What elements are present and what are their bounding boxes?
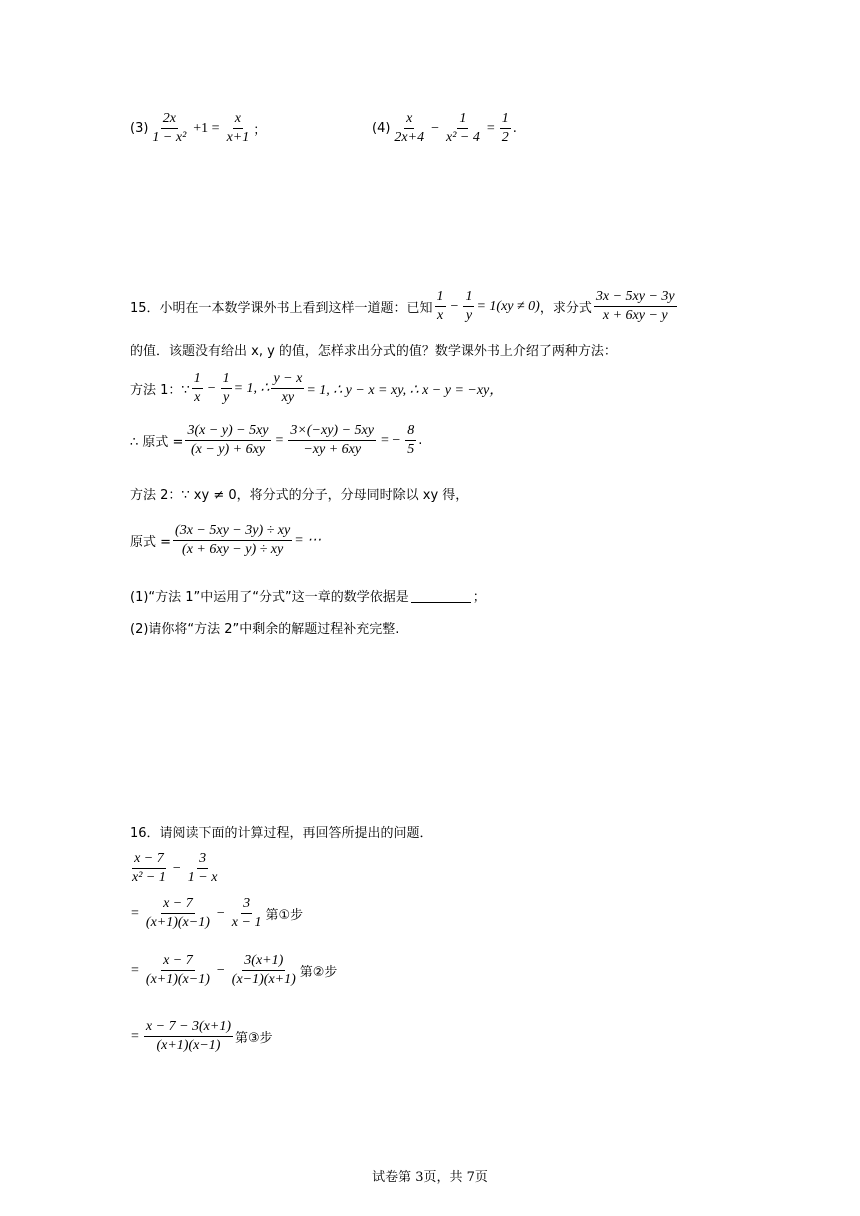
operator: − [216, 905, 225, 921]
numerator: (3x − 5xy − 3y) ÷ xy [173, 522, 292, 541]
operator: = [275, 432, 284, 448]
answer-blank[interactable] [411, 588, 471, 603]
denominator: (x+1)(x−1) [156, 1038, 221, 1053]
denominator: (x+1)(x−1) [145, 915, 210, 930]
numerator: 3(x+1) [242, 952, 285, 971]
problem-4 [372, 110, 517, 147]
step-label: 第②步 [299, 965, 338, 980]
result-label: ∴ 原式 = [130, 435, 184, 450]
subquestion-1 [130, 586, 486, 605]
page-footer: 试卷第 3页，共 7页 [372, 1170, 488, 1185]
denominator: (x − y) + 6xy [190, 442, 266, 457]
denominator: (x−1)(x+1) [231, 972, 296, 987]
numerator: 3(x − y) − 5xy [185, 422, 270, 441]
step-label: 第③步 [235, 1031, 273, 1046]
subquestion-1-text: (1)“方法 1”中运用了“分式”这一章的数学依据是 [130, 590, 409, 605]
problem-4-label: (4) [372, 121, 391, 136]
fraction [144, 952, 212, 989]
operator: − [172, 860, 181, 876]
fraction [186, 850, 220, 887]
denominator: y [465, 308, 473, 323]
operator: = [131, 962, 139, 978]
method1-label: 方法 1：∵ [130, 383, 190, 398]
numerator: 1 [435, 288, 446, 307]
numerator: 1 [500, 110, 511, 129]
fraction [230, 952, 298, 989]
fraction [271, 370, 304, 407]
fraction [144, 895, 212, 932]
fraction [221, 370, 232, 407]
fraction [173, 522, 292, 559]
q16-step-3 [128, 1018, 273, 1055]
problem-3 [130, 110, 266, 147]
fraction [500, 110, 511, 147]
numerator: x [404, 110, 414, 129]
numerator: 3x − 5xy − 3y [594, 288, 677, 307]
numerator: x − 7 [161, 895, 195, 914]
operator: − [431, 120, 439, 136]
numerator: x [233, 110, 243, 129]
numerator: 3 [197, 850, 208, 869]
method1-line [130, 370, 503, 407]
operator: +1 = [193, 120, 220, 136]
fraction [150, 110, 188, 147]
numerator: 1 [221, 370, 232, 389]
operator: = [131, 905, 139, 921]
operator: − [207, 380, 216, 396]
fraction [230, 895, 264, 932]
denominator: x − 1 [231, 915, 262, 930]
fraction [225, 110, 252, 147]
q16-step-2 [128, 952, 337, 989]
denominator: 1 − x [187, 870, 218, 885]
expression: = 1, ∴ [233, 381, 270, 396]
numerator: 1 [192, 370, 203, 389]
fraction [185, 422, 270, 459]
denominator: xy [281, 390, 295, 405]
original-label: 原式 = [130, 535, 172, 550]
punctuation: . [418, 433, 423, 448]
q15-intro-line [130, 288, 679, 325]
numerator: 2x [161, 110, 178, 129]
problem-3-label: (3) [130, 121, 149, 136]
numerator: 3×(−xy) − 5xy [288, 422, 376, 441]
fraction [463, 288, 474, 325]
denominator: x [436, 308, 444, 323]
denominator: x + 6xy − y [602, 308, 668, 323]
step-label: 第①步 [265, 908, 304, 923]
operator: − [450, 298, 459, 314]
denominator: 5 [407, 442, 415, 457]
numerator: 8 [405, 422, 416, 441]
expression: = ⋯ [294, 533, 322, 548]
punctuation: ； [472, 590, 486, 605]
method2-line: 方法 2：∵ xy ≠ 0，将分式的分子，分母同时除以 xy 得， [130, 488, 469, 503]
fraction [392, 110, 426, 147]
fraction [192, 370, 203, 407]
numerator: x − 7 [161, 952, 195, 971]
denominator: x [194, 390, 201, 405]
operator: = [486, 120, 495, 136]
fraction [288, 422, 376, 459]
q15-line2: 的值．该题没有给出 x, y 的值，怎样求出分式的值？数学课外书上介绍了两种方法： [130, 344, 617, 359]
denominator: 2 [501, 130, 509, 145]
numerator: y − x [271, 370, 304, 389]
subquestion-2: (2)请你将“方法 2”中剩余的解题过程补充完整. [130, 622, 400, 637]
punctuation: . [512, 121, 517, 136]
denominator: (x+1)(x−1) [145, 972, 210, 987]
denominator: 2x+4 [394, 130, 425, 145]
numerator: 1 [457, 110, 468, 129]
operator: = [131, 1028, 139, 1044]
q16-expr-0 [128, 850, 221, 887]
denominator: −xy + 6xy [303, 442, 362, 457]
result-line [130, 422, 422, 459]
q15-intro: 15．小明在一本数学课外书上看到这样一道题：已知 [130, 301, 433, 316]
q16-step-1 [128, 895, 303, 932]
operator: = − [380, 432, 401, 448]
numerator: x − 7 − 3(x+1) [144, 1018, 233, 1037]
numerator: x − 7 [132, 850, 166, 869]
fraction [435, 288, 446, 325]
denominator: x² − 1 [132, 870, 166, 885]
fraction [444, 110, 482, 147]
q15-ask: ，求分式 [539, 301, 592, 316]
numerator: 1 [463, 288, 474, 307]
fraction [405, 422, 416, 459]
original-line [130, 522, 321, 559]
denominator: x² − 4 [446, 130, 480, 145]
punctuation: ； [253, 123, 267, 138]
denominator: y [222, 390, 230, 405]
condition: = 1(xy ≠ 0) [476, 298, 540, 314]
fraction [130, 850, 168, 887]
expression: = 1, ∴ y − x = xy, ∴ x − y = −xy， [306, 382, 504, 398]
denominator: (x + 6xy − y) ÷ xy [182, 542, 284, 557]
operator: − [216, 962, 225, 978]
numerator: 3 [241, 895, 252, 914]
q16-intro: 16．请阅读下面的计算过程，再回答所提出的问题． [130, 826, 433, 841]
denominator: x+1 [226, 130, 250, 145]
denominator: 1 − x² [152, 130, 187, 145]
fraction [144, 1018, 233, 1055]
fraction [594, 288, 677, 325]
